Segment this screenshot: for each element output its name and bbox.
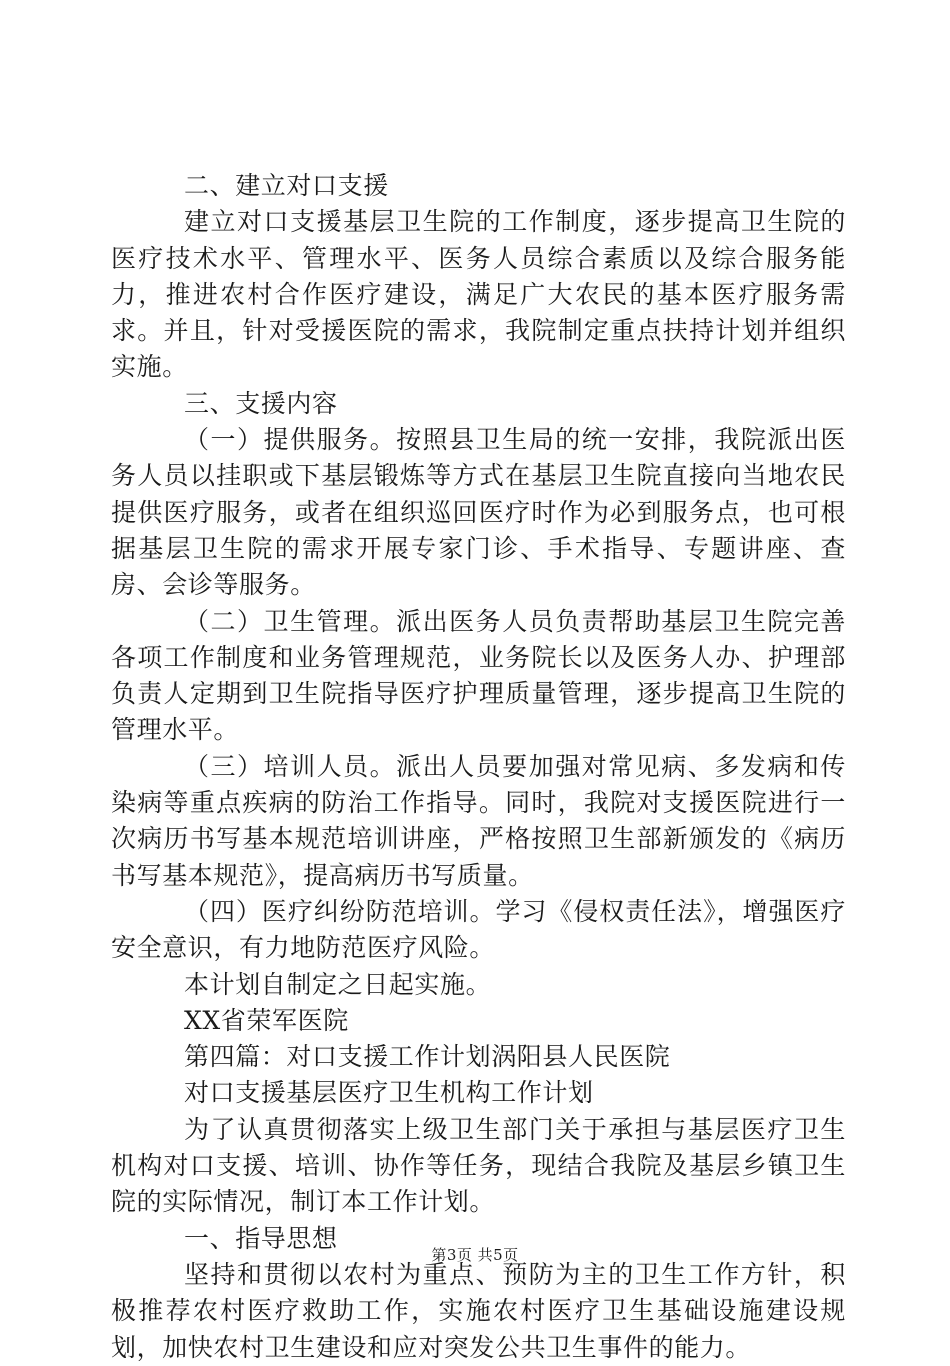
paragraph-support-system: 建立对口支援基层卫生院的工作制度，逐步提高卫生院的医疗技术水平、管理水平、医务人员综合素质以及综合服务能力，推进农村合作医疗建设，满足广大农民的基本医疗服务需求。并且，针对受援医院的需求，我院制定重点扶持计划并组织实施。 [111, 207, 846, 382]
paragraph-training-staff: （三）培训人员。派出人员要加强对常见病、多发病和传染病等重点疾病的防治工作指导。同时，我院对支援医院进行一次病历书写基本规范培训讲座，严格按照卫生部新颁发的《病历书写基本规范》，提高病历书写质量。 [111, 751, 846, 890]
section-heading-guiding-thought: 一、指导思想 [184, 1223, 338, 1253]
paragraph-dispute-training: （四）医疗纠纷防范培训。学习《侵权责任法》，增强医疗安全意识，有力地防范医疗风险。 [111, 896, 846, 963]
paragraph-purpose: 为了认真贯彻落实上级卫生部门关于承担与基层医疗卫生机构对口支援、培训、协作等任务，现结合我院及基层乡镇卫生院的实际情况，制订本工作计划。 [111, 1114, 846, 1217]
paragraph-hospital-name: XX省荣军医院 [184, 1005, 349, 1035]
paragraph-guiding-policy: 坚持和贯彻以农村为重点、预防为主的卫生工作方针，积极推荐农村医疗救助工作，实施农村医疗卫生基础设施建设规划，加快农村卫生建设和应对突发公共卫生事件的能力。 [111, 1259, 846, 1362]
paragraph-health-management: （二）卫生管理。派出医务人员负责帮助基层卫生院完善各项工作制度和业务管理规范，业务院长以及医务人办、护理部负责人定期到卫生院指导医疗护理质量管理，逐步提高卫生院的管理水平。 [111, 606, 846, 745]
chapter-heading-part-four: 第四篇：对口支援工作计划涡阳县人民医院 [184, 1042, 671, 1072]
paragraph-provide-service: （一）提供服务。按照县卫生局的统一安排，我院派出医务人员以挂职或下基层锻炼等方式在基层卫生院直接向当地农民提供医疗服务，或者在组织巡回医疗时作为必到服务点，也可根据基层卫生院的需求开展专家门诊、手术指导、专题讲座、查房、会诊等服务。 [111, 425, 846, 600]
section-heading-support-content: 三、支援内容 [184, 388, 338, 418]
paragraph-effective-date: 本计划自制定之日起实施。 [184, 969, 492, 999]
document-title-plan: 对口支援基层医疗卫生机构工作计划 [184, 1078, 594, 1108]
page-number-footer: 第3页 共5页 [431, 1246, 519, 1264]
section-heading-establish-support: 二、建立对口支援 [184, 171, 389, 200]
document-body [111, 168, 846, 1366]
